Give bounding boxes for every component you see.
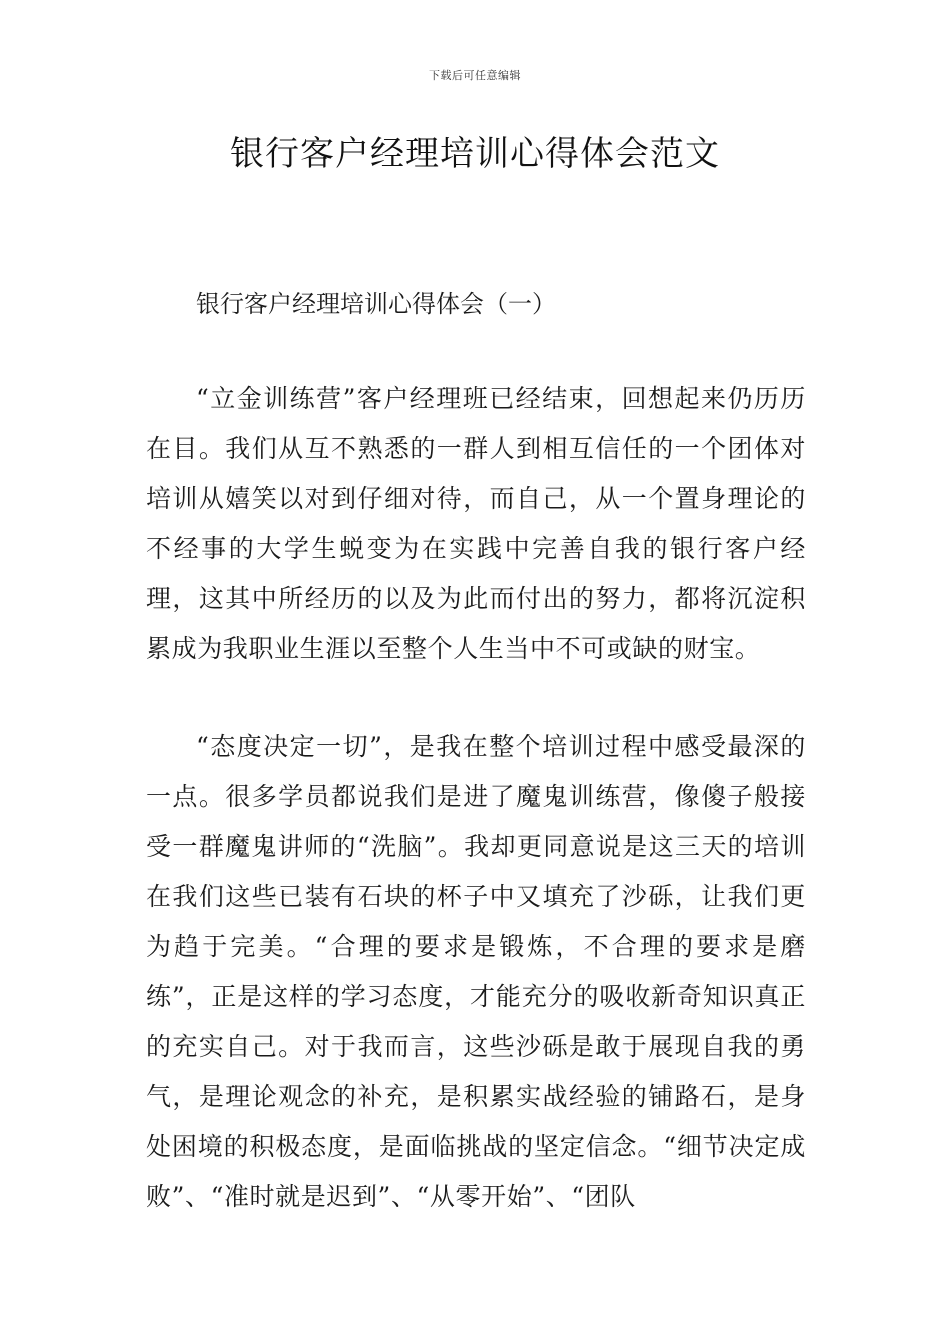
document-title: 银行客户经理培训心得体会范文: [230, 134, 720, 174]
header-note: 下载后可任意编辑: [429, 69, 521, 82]
paragraph-2: “态度决定一切”，是我在整个培训过程中感受最深的一点。很多学员都说我们是进了魔鬼训练营，像傻子般接受一群魔鬼讲师的“洗脑”。我却更同意说是这三天的培训在我们这些已装有石块的杯子中又填充了沙砾，让我们更为趋于完美。“合理的要求是锻炼，不合理的要求是磨练”，正是这样的学习态度，才能充分的吸收新奇知识真正的充实自己。对于我而言，这些沙砾是敢于展现自我的勇气，是理论观念的补充，是积累实战经验的铺路石，是身处困境的积极态度，是面临挑战的坚定信念。“细节决定成败”、“准时就是迟到”、“从零开始”、“团队: [146, 732, 806, 1211]
section-title: 银行客户经理培训心得体会（一）: [196, 290, 556, 318]
paragraph-1: “立金训练营”客户经理班已经结束，回想起来仍历历在目。我们从互不熟悉的一群人到相互信任的一个团体对培训从嬉笑以对到仔细对待，而自己，从一个置身理论的不经事的大学生蜕变为在实践中完善自我的银行客户经理，这其中所经历的以及为此而付出的努力，都将沉淀积累成为我职业生涯以至整个人生当中不可或缺的财宝。: [146, 384, 806, 663]
